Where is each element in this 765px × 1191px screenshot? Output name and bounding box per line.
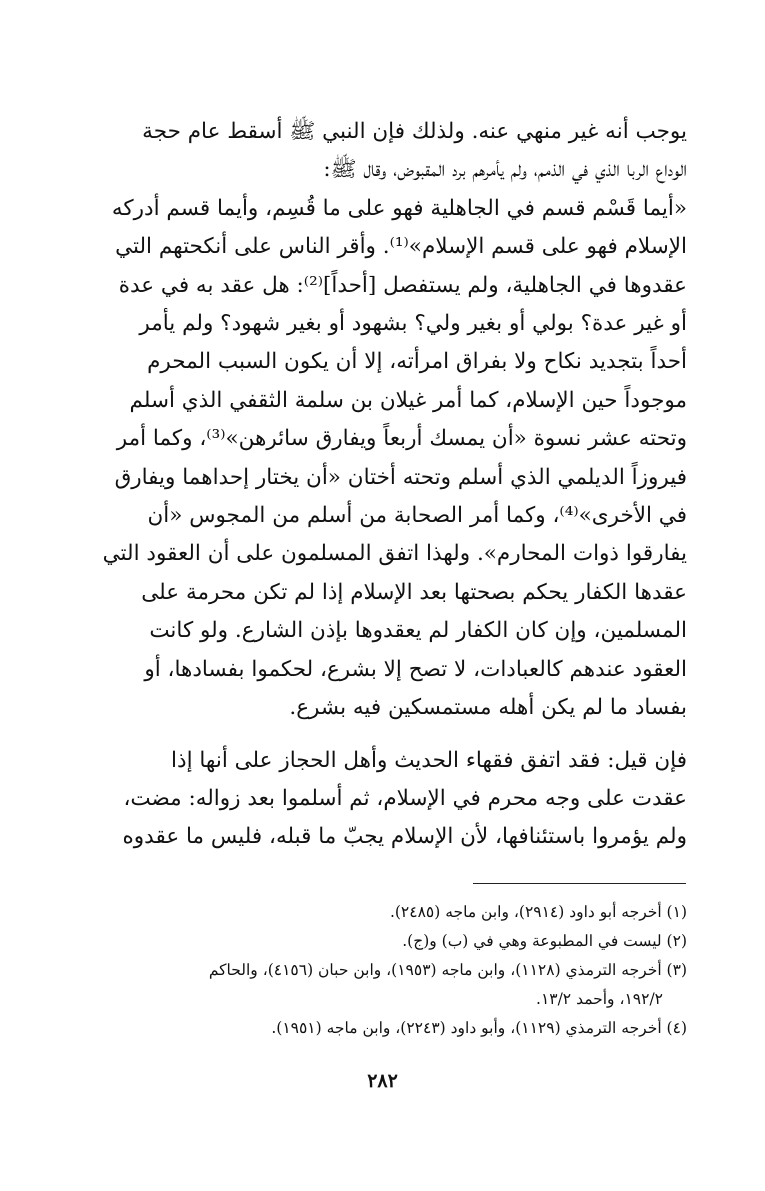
text-line: يفارقوا ذوات المحارم». ولهذا اتفق المسلمون على أن العقود التي [102, 541, 687, 567]
text-line: ولم يؤمروا باستئنافها، لأن الإسلام يجبّ ما قبله، فليس ما عقدوه [122, 824, 687, 850]
footnote-3: (٣) أخرجه الترمذي (١١٢٨)، وابن ماجه (١٩٥٣)، وابن حبان (٤١٥٦)، والحاكم [208, 961, 687, 979]
footnote-1: (١) أخرجه أبو داود (٢٩١٤)، وابن ماجه (٢٤٨٥). [389, 903, 687, 921]
footnote-divider [473, 883, 686, 884]
paragraph-2 [75, 742, 687, 857]
footnote-4: (٤) أخرجه الترمذي (١١٢٩)، وأبو داود (٢٢٤٣)، وابن ماجه (١٩٥١). [271, 1019, 687, 1037]
text-line: بفساد ما لم يكن أهله مستمسكين فيه بشرع. [289, 695, 687, 721]
paragraph-1 [75, 113, 687, 728]
text-line: الإسلام فهو على قسم الإسلام»⁽¹⁾. وأقر الناس على أنكحتهم التي [115, 234, 687, 260]
main-text [75, 113, 687, 857]
footnote-2: (٢) ليست في المطبوعة وهي في (ب) و(ج). [402, 932, 687, 950]
text-line: عقدت على وجه محرم في الإسلام، ثم أسلموا بعد زواله: مضت، [123, 785, 687, 811]
footnote-3-continuation: ١٩٢/٢، وأحمد ١٣/٢. [536, 990, 663, 1008]
text-line: عقدوها في الجاهلية، ولم يستفصل [أحداً]⁽²⁾: هل عقد به في عدة [118, 272, 687, 298]
text-line: الوداع الربا الذي في الذمم، ولم يأمرهم برد المقبوض، وقال ﷺ: [323, 157, 687, 183]
footnotes [75, 898, 687, 1043]
text-line: «أيما قَسْم قسم في الجاهلية فهو على ما قُسِم، وأيما قسم أدركه [111, 195, 687, 221]
text-line: موجوداً حين الإسلام، كما أمر غيلان بن سلمة الثقفي الذي أسلم [129, 387, 687, 413]
text-line: فيروزاً الديلمي الذي أسلم وتحته أختان «أن يختار إحداهما ويفارق [114, 464, 687, 490]
text-line: أو غير عدة؟ بولي أو بغير ولي؟ بشهود أو بغير شهود؟ ولم يأمر [139, 311, 687, 337]
text-line: فإن قيل: فقد اتفق فقهاء الحديث وأهل الحجاز على أنها إذا [171, 747, 687, 773]
text-line: في الأخرى»⁽⁴⁾، وكما أمر الصحابة من أسلم من المجوس «أن [147, 503, 687, 529]
text-line: أحداً بتجديد نكاح ولا بفراق امرأته، إلا أن يكون السبب المحرم [147, 349, 687, 375]
text-line: العقود عندهم كالعبادات، لا تصح إلا بشرع، لحكموا بفسادها، أو [144, 656, 687, 682]
text-line: وتحته عشر نسوة «أن يمسك أربعاً ويفارق سائرهن»⁽³⁾، وكما أمر [116, 426, 687, 452]
text-line: المسلمين، وإن كان الكفار لم يعقدوها بإذن الشارع. ولو كانت [149, 618, 687, 644]
page-number: ٢٨٢ [367, 1070, 398, 1092]
text-line: يوجب أنه غير منهي عنه. ولذلك فإن النبي ﷺ أسقط عام حجة [142, 119, 687, 144]
text-line: عقدها الكفار يحكم بصحتها بعد الإسلام إذا لم تكن محرمة على [141, 579, 687, 605]
